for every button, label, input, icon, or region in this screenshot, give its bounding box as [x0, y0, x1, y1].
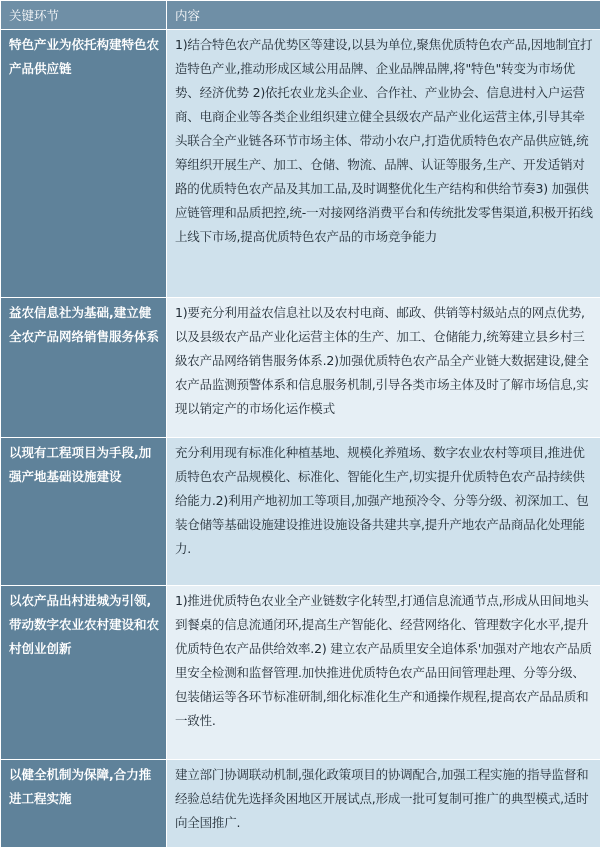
table-row	[1, 30, 600, 298]
table-row	[1, 438, 600, 586]
row-content: 建立部门协调联动机制,强化政策项目的协调配合,加强工程实施的指导监督和经验总结优先选择灸困地区开展试点,形成一批可复制可推广的典型模式,适时向全国推广.	[167, 760, 600, 848]
table-row	[1, 298, 600, 438]
row-key: 以健全机制为保障,合力推进工程实施	[1, 760, 167, 848]
row-content: 1)结合特色农产品优势区等建设,以县为单位,聚焦优质特色农产品,因地制宜打造特色产业,推动形成区域公用品牌、企业品牌品牌,将"特色"转变为市场优势、经济优势 2)依托农业龙头企业、合作社、产业协会、信息进村入户运营商、电商企业等各类企业组织建立健全县级农产品产业化运营主体,引导其牵头联合全产业链各环节市场主体、带动小农户,打造优质特色农产品供应链,统筹组织开展生产、加工、仓储、物流、品牌、认证等服务,生产、开发适销对路的优质特色农产品及其加工品,及时调整优化生产结构和供给节奏3) 加强供应链管理和品质把控,统-一对接网络消费平台和传统批发零售渠道,积极开拓线上线下市场,提高优质特色农产品的市场竞争能力	[167, 30, 600, 298]
row-key: 特色产业为依托构建特色农产品供应链	[1, 30, 167, 298]
row-key: 以农产品出村进城为引领,带动数字农业农村建设和农村创业创新	[1, 586, 167, 760]
row-content: 1)推进优质特色农业全产业链数字化转型,打通信息流通节点,形成从田间地头到餐桌的信息流通闭环,提高生产智能化、经营网络化、管理数字化水平,提升优质特色农产品供给效率.2) 建立农产品质里安全追体系'加强对产地农产品质里安全检测和监督管理.加快推进优质特色农产品田间管理赴理、分等分级、包装储运等各环节标准研制,细化标准化生产和通操作规程,提高农产品品质和一致性.	[167, 586, 600, 760]
table-row	[1, 586, 600, 760]
header-content: 内容	[167, 1, 600, 30]
table-row	[1, 760, 600, 848]
header-key: 关键环节	[1, 1, 167, 30]
row-key: 益农信息社为基础,建立健全农产品网络销售服务体系	[1, 298, 167, 438]
row-content: 1)要充分利用益农信息社以及农村电商、邮政、供销等村級站点的网点优势,以及县级农产品产业化运营主体的生产、加工、仓储能力,统筹建立县乡村三級农产品网络销售服务体系.2)加强优质特色农产品全产业链大数据建设,健全农产品监测预警体系和信息服务机制,引导各类市场主体及时了解市场信息,实现以销定产的市场化运作模式	[167, 298, 600, 438]
table-header-row	[1, 1, 600, 30]
row-content: 充分利用现有标准化种植基地、规模化养殖场、数字农业农村等项目,推进优质特色农产品规模化、标准化、智能化生产,切实提升优质特色农产品持续供给能力.2)利用产地初加工等项目,加强产地预冷令、分等分级、初深加工、包装仓储等基础设施建设推进设施设备共建共享,提升产地农产品商品化处理能力.	[167, 438, 600, 586]
row-key: 以现有工程项目为手段,加强产地基础设施建设	[1, 438, 167, 586]
